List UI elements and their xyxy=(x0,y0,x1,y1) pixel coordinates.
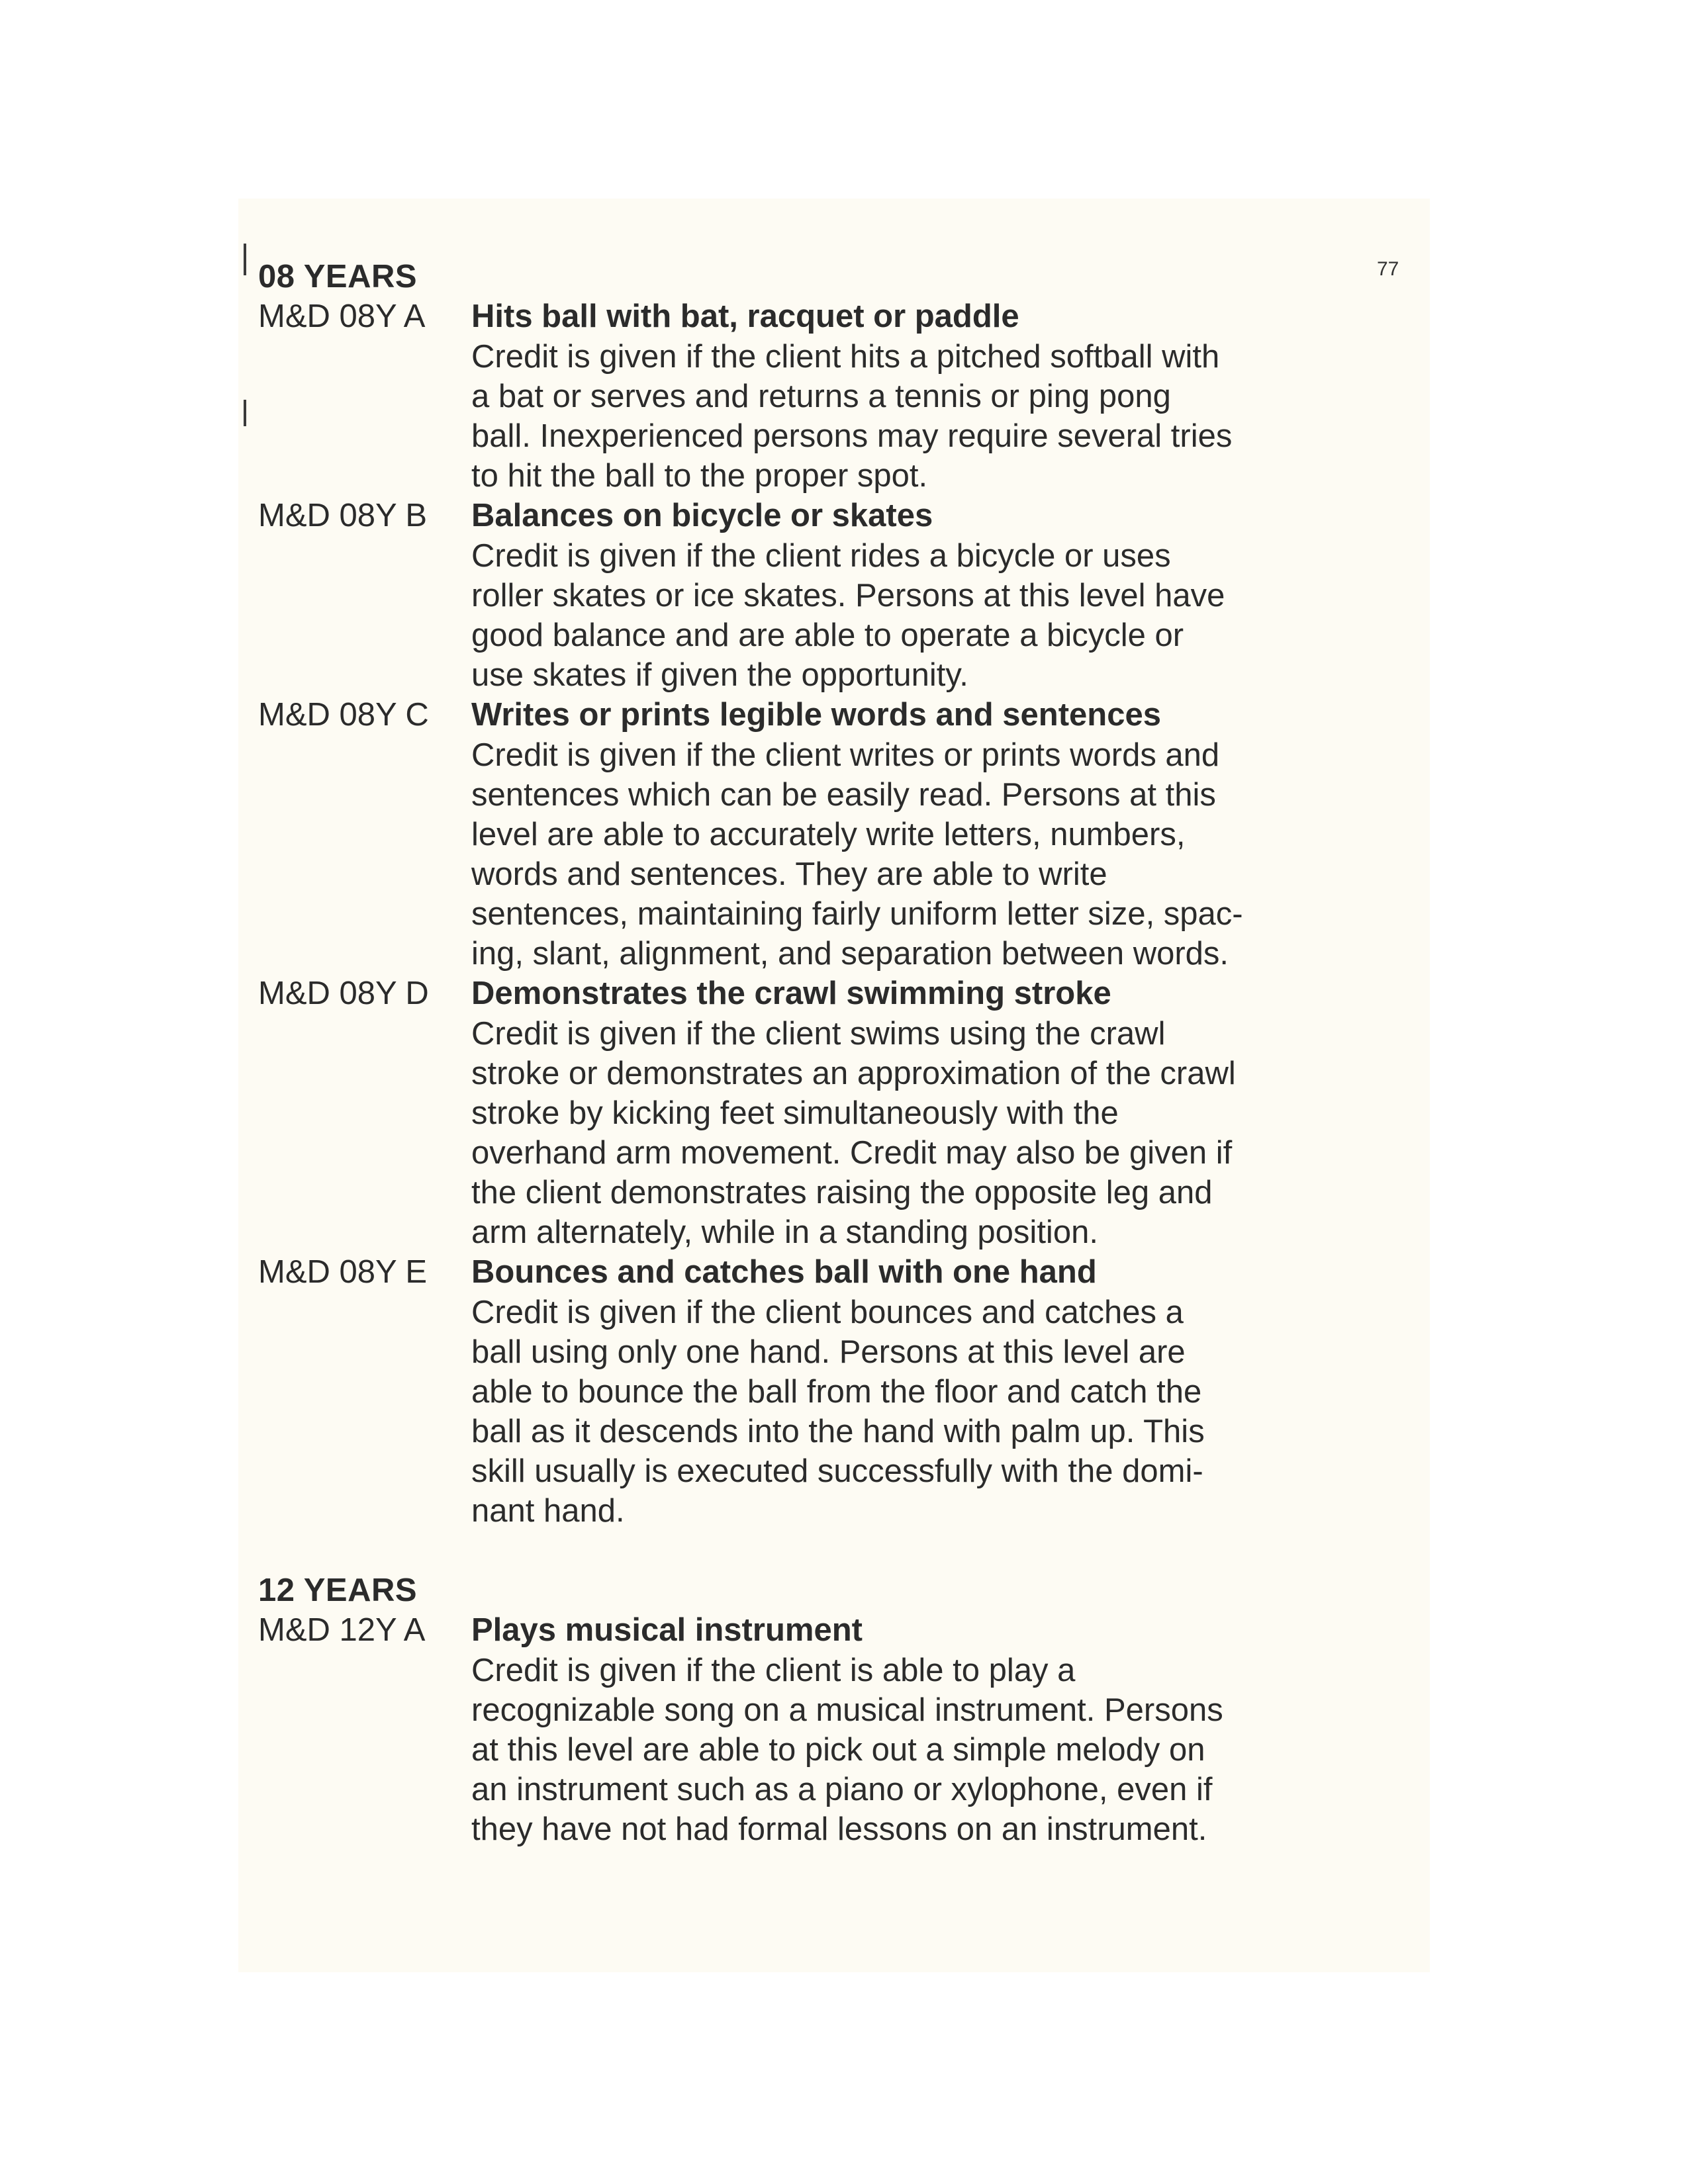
section-12-years xyxy=(258,1570,1357,1849)
item-title: Demonstrates the crawl swimming stroke xyxy=(471,976,1111,1011)
description-line: a bat or serves and returns a tennis or ping pong xyxy=(471,379,1171,414)
item-body xyxy=(471,1610,1357,1849)
description-line: Credit is given if the client rides a bicycle or uses xyxy=(471,538,1171,574)
description-line: the client demonstrates raising the opposite leg and xyxy=(471,1175,1213,1210)
item-code: M&D 08Y C xyxy=(258,697,429,733)
description-line: overhand arm movement. Credit may also be given if xyxy=(471,1135,1233,1171)
description-line: an instrument such as a piano or xylophone, even if xyxy=(471,1772,1213,1807)
document-body xyxy=(258,257,1357,1889)
item-description xyxy=(471,1293,1357,1531)
section-08-years xyxy=(258,257,1357,1531)
item-title: Plays musical instrument xyxy=(471,1612,863,1648)
item-title: Balances on bicycle or skates xyxy=(471,498,933,533)
item-code: M&D 08Y B xyxy=(258,498,428,533)
description-line: good balance and are able to operate a bicycle or xyxy=(471,617,1184,653)
description-line: skill usually is executed successfully with the domi- xyxy=(471,1453,1203,1489)
item-description xyxy=(471,1014,1357,1252)
item-description xyxy=(471,1651,1357,1849)
item-description xyxy=(471,536,1357,695)
skill-item xyxy=(258,974,1357,1252)
description-line: words and sentences. They are able to write xyxy=(471,856,1107,892)
margin-mark xyxy=(244,400,246,426)
section-heading: 12 YEARS xyxy=(258,1572,418,1608)
description-line: ing, slant, alignment, and separation between words. xyxy=(471,936,1229,972)
item-code: M&D 08Y E xyxy=(258,1254,428,1290)
description-line: roller skates or ice skates. Persons at this level have xyxy=(471,578,1225,614)
skill-item xyxy=(258,1252,1357,1531)
skill-item xyxy=(258,695,1357,974)
description-line: sentences which can be easily read. Persons at this xyxy=(471,777,1216,813)
description-line: nant hand. xyxy=(471,1493,625,1529)
section-heading: 08 YEARS xyxy=(258,259,418,295)
description-line: ball as it descends into the hand with palm up. This xyxy=(471,1414,1205,1449)
item-title: Hits ball with bat, racquet or paddle xyxy=(471,298,1019,334)
description-line: use skates if given the opportunity. xyxy=(471,657,968,693)
item-title: Bounces and catches ball with one hand xyxy=(471,1254,1097,1290)
item-body xyxy=(471,974,1357,1252)
description-line: at this level are able to pick out a simple melody on xyxy=(471,1732,1205,1768)
description-line: arm alternately, while in a standing position. xyxy=(471,1214,1098,1250)
item-body xyxy=(471,296,1357,496)
skill-item xyxy=(258,1610,1357,1849)
description-line: stroke by kicking feet simultaneously with the xyxy=(471,1095,1119,1131)
description-line: sentences, maintaining fairly uniform letter size, spac- xyxy=(471,896,1243,932)
skill-item xyxy=(258,496,1357,695)
description-line: Credit is given if the client swims using the crawl xyxy=(471,1016,1166,1052)
item-code: M&D 08Y A xyxy=(258,298,426,334)
item-description xyxy=(471,735,1357,974)
page-number: 77 xyxy=(1377,258,1399,280)
description-line: level are able to accurately write letters, numbers, xyxy=(471,817,1186,852)
description-line: to hit the ball to the proper spot. xyxy=(471,458,928,494)
item-description xyxy=(471,337,1357,496)
description-line: recognizable song on a musical instrument. Persons xyxy=(471,1692,1223,1728)
description-line: Credit is given if the client bounces and catches a xyxy=(471,1295,1184,1330)
item-code: M&D 08Y D xyxy=(258,976,429,1011)
description-line: Credit is given if the client is able to play a xyxy=(471,1653,1076,1688)
description-line: Credit is given if the client writes or prints words and xyxy=(471,737,1220,773)
item-body xyxy=(471,496,1357,695)
item-code: M&D 12Y A xyxy=(258,1612,426,1648)
skill-item xyxy=(258,296,1357,496)
item-body xyxy=(471,695,1357,974)
description-line: they have not had formal lessons on an instrument. xyxy=(471,1811,1207,1847)
description-line: ball. Inexperienced persons may require several tries xyxy=(471,418,1233,454)
item-body xyxy=(471,1252,1357,1531)
description-line: able to bounce the ball from the floor and catch the xyxy=(471,1374,1202,1410)
margin-mark xyxy=(244,244,246,275)
description-line: Credit is given if the client hits a pitched softball with xyxy=(471,339,1220,375)
item-title: Writes or prints legible words and sentences xyxy=(471,697,1161,733)
description-line: stroke or demonstrates an approximation of the crawl xyxy=(471,1056,1236,1091)
description-line: ball using only one hand. Persons at this level are xyxy=(471,1334,1186,1370)
